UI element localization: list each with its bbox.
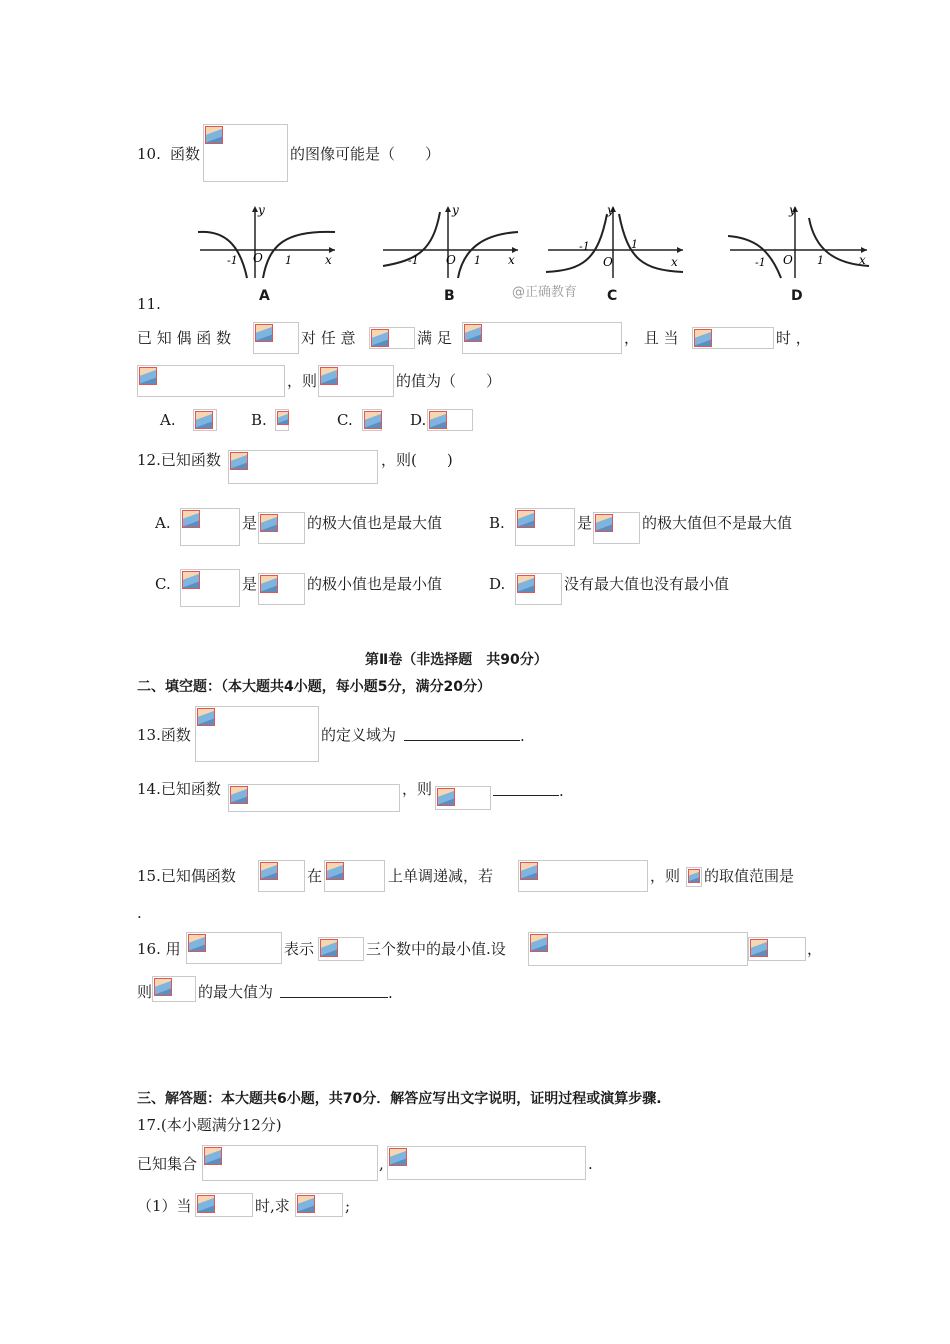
q10-text-pre: 函数 bbox=[170, 145, 201, 163]
formula-image bbox=[275, 409, 289, 431]
formula-image bbox=[180, 569, 240, 607]
svg-text:O: O bbox=[783, 253, 793, 267]
q17-sub1-pre: （1）当 bbox=[137, 1197, 192, 1215]
q11-text: 的值为（ ） bbox=[396, 372, 502, 390]
q13-pre: 13.函数 bbox=[137, 726, 191, 744]
q14-pre: 14.已知函数 bbox=[137, 780, 221, 798]
q11-number: 11. bbox=[137, 295, 161, 313]
q10-number: 10. bbox=[137, 145, 161, 163]
graph-c-label: C bbox=[607, 288, 618, 304]
graph-b-label: B bbox=[444, 288, 455, 304]
svg-text:-1: -1 bbox=[408, 254, 419, 267]
formula-image bbox=[692, 327, 774, 349]
formula-image bbox=[435, 786, 491, 810]
formula-image bbox=[515, 508, 575, 546]
formula-image bbox=[748, 937, 806, 961]
answer-blank: . bbox=[280, 981, 393, 1003]
q17-title: 17.(本小题满分12分) bbox=[137, 1116, 282, 1134]
graph-a bbox=[195, 200, 340, 280]
svg-text:y: y bbox=[452, 203, 459, 217]
q17-comma: , bbox=[379, 1155, 384, 1173]
part3-heading: 三、解答题：本大题共6小题，共70分．解答应写出文字说明，证明过程或演算步骤. bbox=[137, 1091, 662, 1107]
q17-stem: 已知集合 bbox=[137, 1155, 198, 1173]
q12-b-tail: 的极大值但不是最大值 bbox=[642, 514, 793, 532]
svg-text:-1: -1 bbox=[755, 256, 766, 269]
svg-text:y: y bbox=[258, 203, 265, 217]
graph-b bbox=[378, 200, 523, 280]
graph-d bbox=[725, 200, 873, 280]
formula-image bbox=[427, 409, 473, 431]
q15-dec: 上单调递减，若 bbox=[388, 867, 494, 885]
q16-tail: 的最大值为 bbox=[198, 983, 274, 1001]
q16-then: 则 bbox=[137, 983, 153, 1001]
q12-b-letter: B. bbox=[489, 514, 505, 532]
q12-c-mid: 是 bbox=[242, 575, 258, 593]
formula-image bbox=[228, 450, 378, 484]
q15-dot: . bbox=[137, 904, 142, 922]
formula-image bbox=[593, 512, 640, 544]
q15-in: 在 bbox=[307, 867, 323, 885]
formula-image bbox=[318, 365, 394, 397]
formula-image bbox=[462, 322, 622, 354]
q12-d-letter: D. bbox=[489, 575, 506, 593]
svg-text:x: x bbox=[508, 253, 515, 267]
svg-text:O: O bbox=[253, 251, 263, 265]
formula-image bbox=[515, 573, 562, 605]
q12-b-mid: 是 bbox=[577, 514, 593, 532]
q12-d-tail: 没有最大值也没有最小值 bbox=[564, 575, 730, 593]
svg-text:1: 1 bbox=[631, 238, 638, 251]
q10-text-post: 的图像可能是（ ） bbox=[290, 145, 441, 163]
svg-text:y: y bbox=[607, 203, 614, 217]
formula-image bbox=[387, 1146, 586, 1180]
q15-then: ，则 bbox=[650, 867, 681, 885]
formula-image bbox=[258, 860, 305, 892]
q11-text: ，则 bbox=[287, 372, 318, 390]
formula-image bbox=[202, 1145, 378, 1181]
formula-image bbox=[137, 365, 285, 397]
formula-image bbox=[369, 327, 415, 349]
svg-text:x: x bbox=[325, 253, 332, 267]
svg-text:x: x bbox=[859, 253, 866, 267]
q13-post: 的定义域为 bbox=[321, 726, 397, 744]
q14-mid: ，则 bbox=[402, 780, 433, 798]
q15-pre: 15.已知偶函数 bbox=[137, 867, 236, 885]
svg-text:-1: -1 bbox=[227, 254, 238, 267]
part2-title: 第Ⅱ卷（非选择题 共90分） bbox=[365, 652, 548, 668]
answer-blank: . bbox=[493, 779, 564, 801]
q11-option-d: D. bbox=[410, 411, 427, 429]
q11-text: 时 ， bbox=[776, 329, 811, 347]
q12-stem-post: ，则( ) bbox=[381, 451, 453, 469]
q12-stem: 12.已知函数 bbox=[137, 451, 221, 469]
formula-image bbox=[193, 409, 217, 431]
svg-text:y: y bbox=[789, 203, 796, 217]
formula-image bbox=[203, 124, 288, 182]
formula-image bbox=[152, 976, 196, 1002]
q12-a-tail: 的极大值也是最大值 bbox=[307, 514, 443, 532]
formula-image bbox=[318, 937, 364, 961]
q17-sub1-mid: 时,求 bbox=[255, 1197, 290, 1215]
formula-image bbox=[258, 512, 305, 544]
svg-text:1: 1 bbox=[474, 254, 481, 267]
formula-image bbox=[295, 1193, 343, 1217]
formula-image bbox=[324, 860, 385, 892]
q12-c-letter: C. bbox=[155, 575, 171, 593]
q11-option-c: C. bbox=[337, 411, 353, 429]
q11-text: 已 知 偶 函 数 bbox=[137, 329, 232, 347]
formula-image bbox=[186, 932, 282, 964]
watermark: @正确教育 bbox=[512, 285, 578, 300]
q16-pre: 16. 用 bbox=[137, 940, 181, 958]
q12-a-letter: A. bbox=[155, 514, 171, 532]
q15-tail: 的取值范围是 bbox=[704, 867, 795, 885]
part2-heading: 二、填空题：（本大题共4小题，每小题5分，满分20分） bbox=[137, 679, 491, 695]
q11-text: 满 足 bbox=[417, 329, 452, 347]
q11-option-b: B. bbox=[251, 411, 267, 429]
q11-text: 对 任 意 bbox=[301, 329, 356, 347]
q11-text: ， 且 当 bbox=[624, 329, 679, 347]
q17-sub1-end: ; bbox=[345, 1197, 351, 1215]
formula-image bbox=[528, 932, 748, 966]
svg-text:x: x bbox=[671, 255, 678, 269]
svg-text:1: 1 bbox=[817, 254, 824, 267]
q16-mid2: 三个数中的最小值.设 bbox=[366, 940, 506, 958]
q16-mid: 表示 bbox=[284, 940, 315, 958]
formula-image bbox=[362, 409, 382, 431]
svg-text:1: 1 bbox=[285, 254, 292, 267]
q12-c-tail: 的极小值也是最小值 bbox=[307, 575, 443, 593]
q17-dot: . bbox=[588, 1155, 593, 1173]
formula-image bbox=[258, 573, 305, 605]
svg-text:O: O bbox=[603, 255, 613, 269]
q12-a-mid: 是 bbox=[242, 514, 258, 532]
formula-image bbox=[253, 322, 299, 354]
formula-image bbox=[228, 784, 400, 812]
formula-image bbox=[180, 508, 240, 546]
formula-image bbox=[686, 867, 702, 887]
svg-text:O: O bbox=[446, 253, 456, 267]
answer-blank: . bbox=[404, 724, 525, 746]
graph-a-label: A bbox=[259, 288, 270, 304]
formula-image bbox=[195, 706, 319, 762]
graph-d-label: D bbox=[791, 288, 803, 304]
q16-comma: ， bbox=[807, 940, 823, 958]
q11-option-a: A. bbox=[160, 411, 176, 429]
graph-c bbox=[543, 200, 688, 280]
formula-image bbox=[518, 860, 648, 892]
svg-text:-1: -1 bbox=[579, 240, 590, 253]
formula-image bbox=[195, 1193, 253, 1217]
